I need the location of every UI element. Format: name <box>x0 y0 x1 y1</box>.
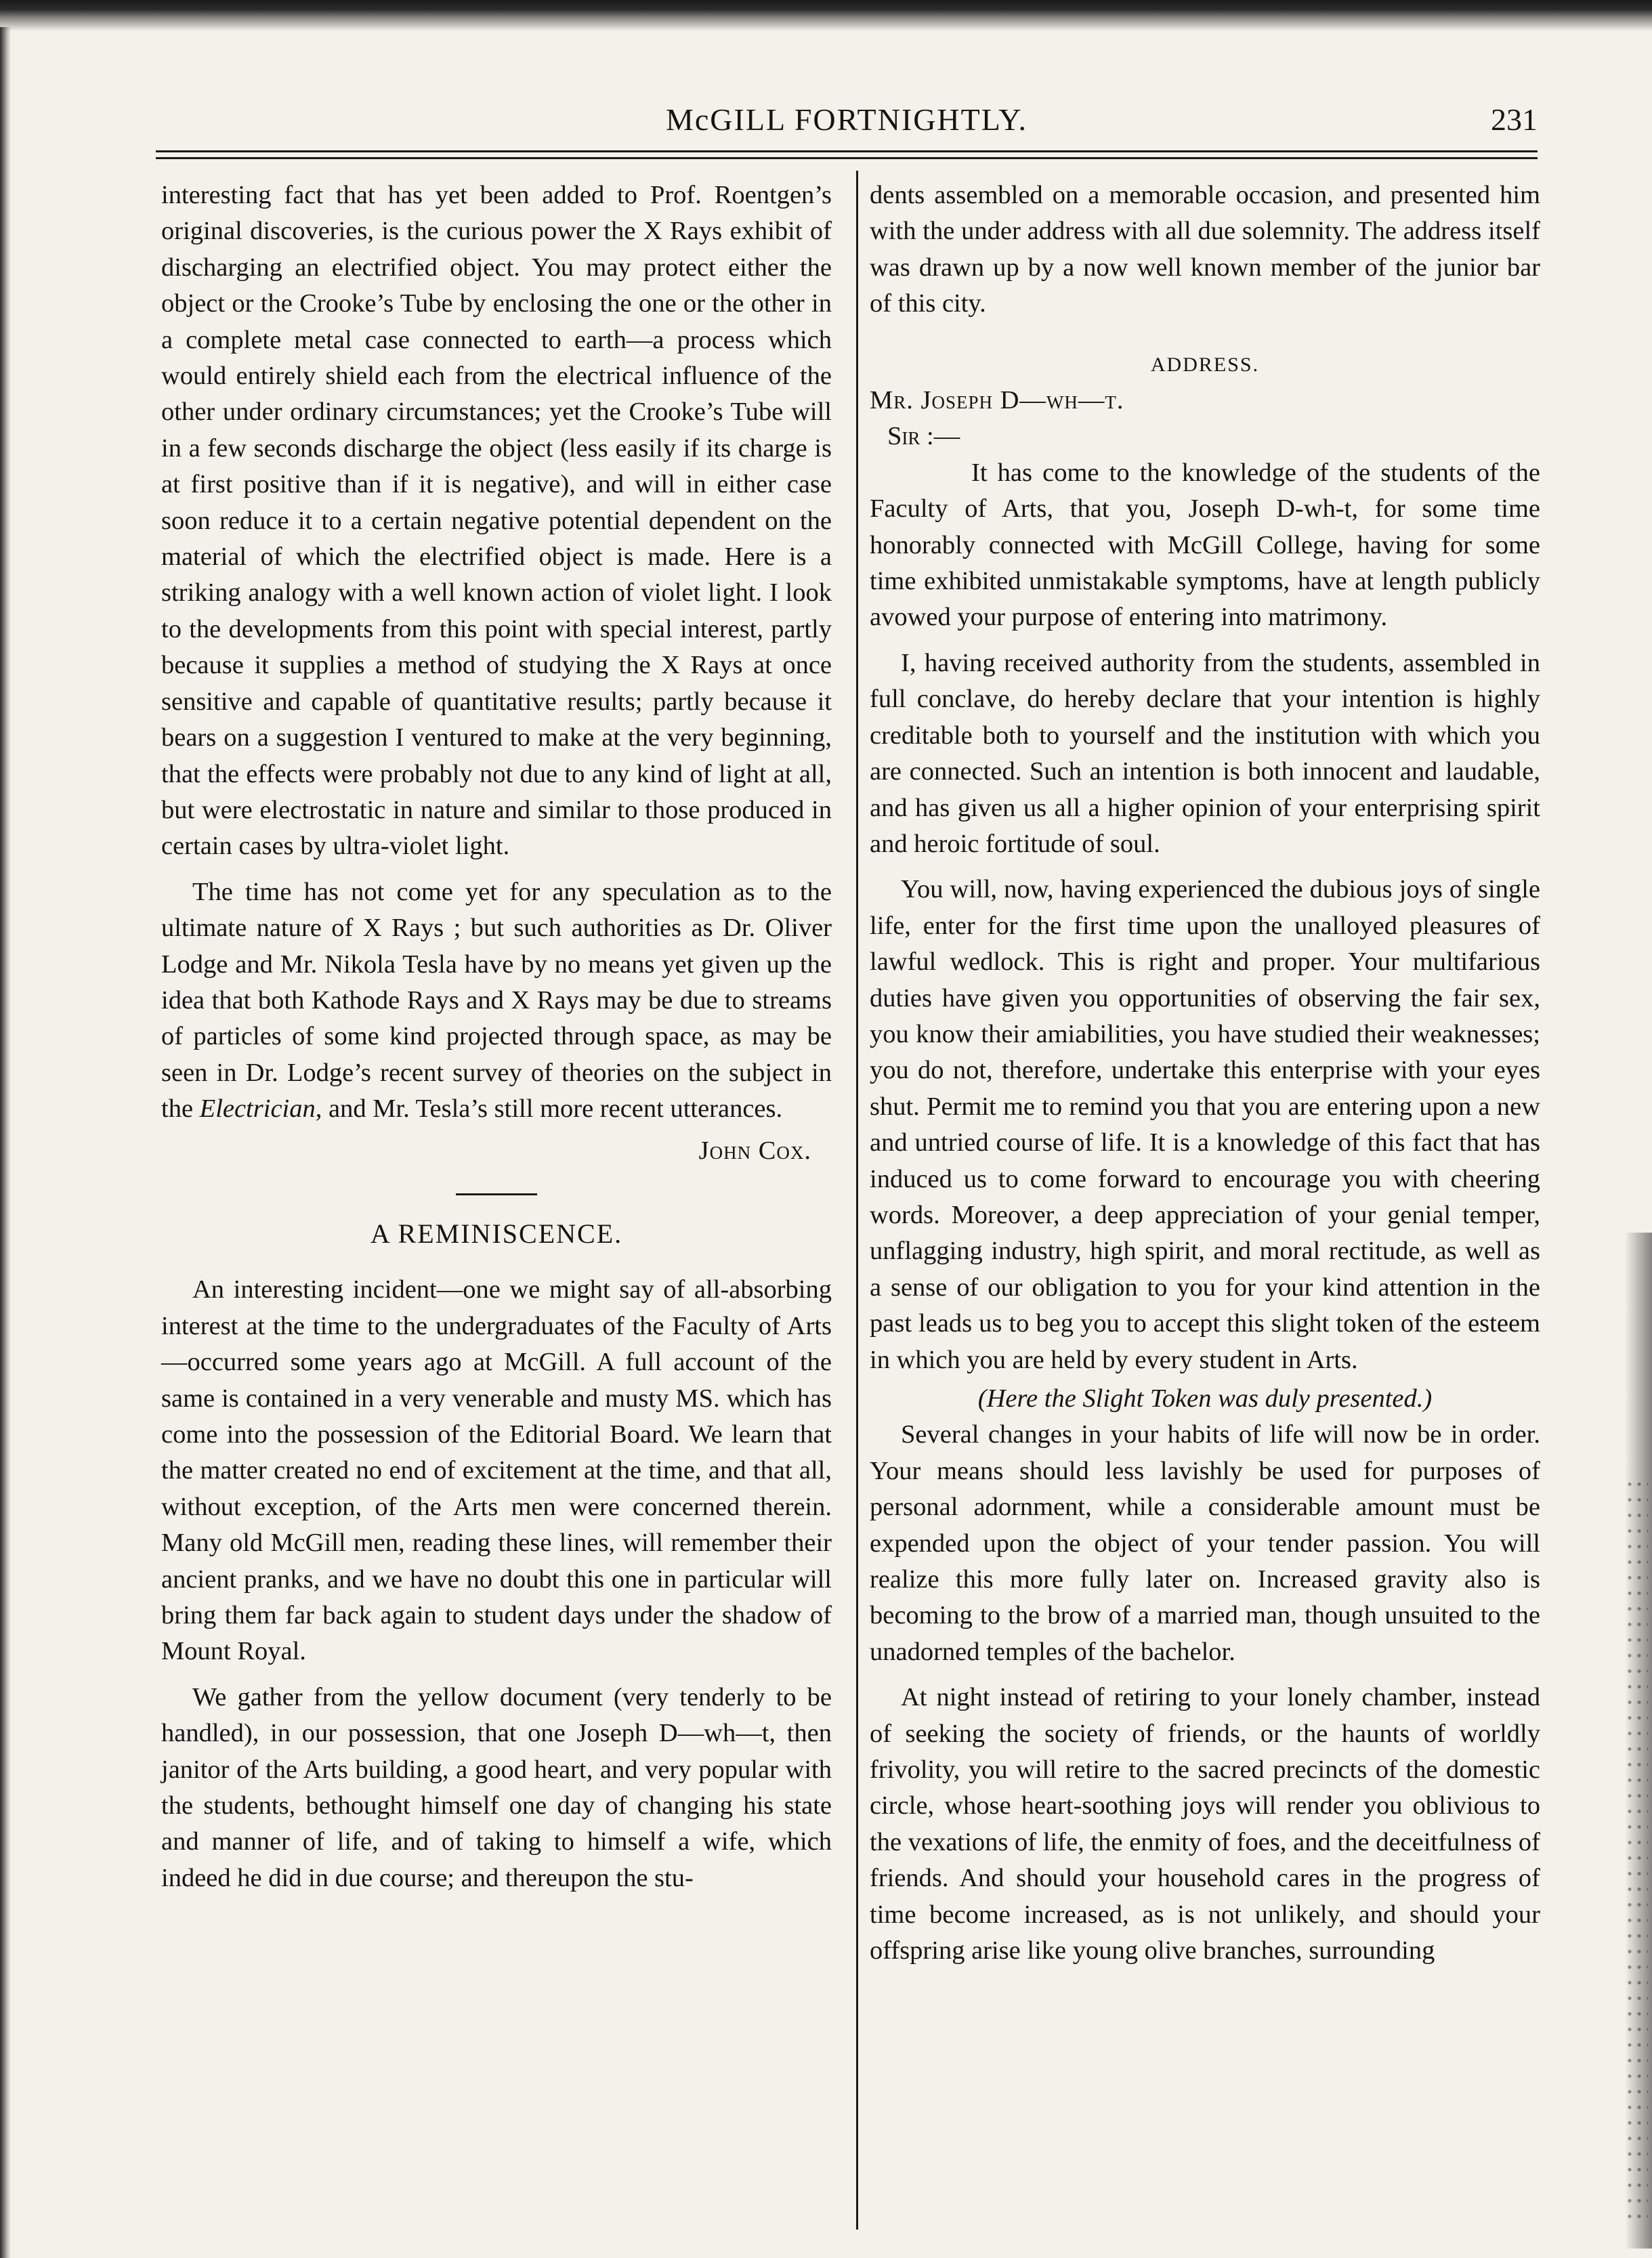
paragraph-speculation-text: The time has not come yet for any speculation as to the ultimate nature of X Rays ; but such authorities as Dr. Oliver Lodge and Mr. Nikola Tesla have by no means yet given up the idea that both Kathode Rays and X Rays may be due to streams of particles of some kind projected through space, as may be seen in Dr. Lodge’s recent survey of theories on the subject in the <box>161 877 832 1124</box>
section-heading: A REMINISCENCE. <box>370 1218 623 1249</box>
header-rule-top <box>156 150 1538 152</box>
running-title: McGILL FORTNIGHTLY. <box>665 102 1028 137</box>
address-paragraph-changes: Several changes in your habits of life will now be in order. Your means should less lavishly be used for purposes of personal adornment, while a considerable amount must be expended upon the object of your tender passion. You will realize this more fully later on. Increased gravity also is becoming to the brow of a married man, though unsuited to the unadorned temples of the bachelor. <box>870 1420 1540 1666</box>
left-column <box>161 177 832 1896</box>
paragraph-incident: An interesting incident—one we might say of all-absorbing interest at the time to the undergraduates of the Faculty of Arts—occurred some years ago at McGill. A full account of the same is contained in a very venerable and musty MS. which has come into the possession of the Editorial Board. We learn that the matter created no end of excitement at the time, and that all, without exception, of the Arts men were concerned therein. Many old McGill men, reading these lines, will remember their ancient pranks, and we have no doubt this one in particular will bring them far back again to student days under the shadow of Mount Royal. <box>161 1275 832 1666</box>
scan-top-edge <box>0 0 1652 33</box>
column-divider <box>856 171 858 2230</box>
address-paragraph-authority: I, having received authority from the students, assembled in full conclave, do hereby declare that your intention is highly creditable both to yourself and the institution with which you are connected. Such an intention is both innocent and laudable, and has given us all a higher opinion of your enterprising spirit and heroic fortitude of soul. <box>870 648 1540 858</box>
address-heading: ADDRESS. <box>1150 353 1260 376</box>
paragraph-xrays-discharge: interesting fact that has yet been added to Prof. Roentgen’s original discoveries, is the curious power the X Rays exhibit of discharging an electrified object. You may protect either the object or the Crooke’s Tube by enclosing the one or the other in a complete metal case connected to earth—a process which would entirely shield each from the electrical influence of the other under ordinary circumstances; yet the Crooke’s Tube will in a few seconds discharge the object (less easily if its charge is at first positive than if it is negative), and will in either case soon reduce it to a certain negative potential dependent on the material of which the electrified object is made. Here is a striking analogy with a well known action of violet light. I look to the developments from this point with special interest, partly because it supplies a method of studying the X Rays at once sensitive and capable of quantitative results; partly because it bears on a suggestion I ventured to make at the very beginning, that the effects were probably not due to any kind of light at all, but were electrostatic in nature and similar to those produced in certain cases by ultra-violet light. <box>161 181 832 861</box>
address-salutation: Sir :— <box>887 422 960 451</box>
stage-direction: (Here the Slight Token was duly presented.) <box>977 1384 1433 1413</box>
page-header <box>156 102 1538 149</box>
page-number: 231 <box>1491 102 1538 137</box>
paragraph-yellow-document: We gather from the yellow document (very tenderly to be handled), in our possession, that one Joseph D—wh—t, then janitor of the Arts building, a good heart, and very popular with the students, bethought himself one day of changing his state and manner of life, and of taking to himself a wife, which indeed he did in due course; and thereupon the stu- <box>161 1682 832 1892</box>
address-paragraph-knowledge: It has come to the knowledge of the students of the Faculty of Arts, that you, Joseph D-wh-t, for some time honorably connected with McGill College, having for some time exhibited unmistakable symptoms, have at length publicly avowed your purpose of entering into matrimony. <box>870 458 1540 632</box>
section-divider <box>456 1193 537 1195</box>
paragraph-speculation-end: and Mr. Tesla’s still more recent utterances. <box>322 1094 783 1124</box>
address-paragraph-wedlock: You will, now, having experienced the dubious joys of single life, enter for the first time upon the unalloyed pleasures of lawful wedlock. This is right and proper. Your multifarious duties have given you opportunities of observing the fair sex, you know their amiabilities, you have studied their weaknesses; you do not, therefore, undertake this enterprise with your eyes shut. Permit me to remind you that you are entering upon a new and untried course of life. It is a knowledge of this fact that has induced us to come forward to encourage you with cheering words. Moreover, a deep appreciation of your genial temper, unflagging industry, high spirit, and moral rectitude, as well as a sense of our obligation to you for your kind attention in the past leads us to beg you to accept this slight token of the esteem in which you are held by every student in Arts. <box>870 875 1540 1374</box>
paragraph-presentation: dents assembled on a memorable occasion, and presented him with the under address with all due solemnity. The address itself was drawn up by a now well known member of the junior bar of this city. <box>870 181 1540 318</box>
scan-left-edge <box>0 27 11 2258</box>
address-recipient: Mr. Joseph D—wh—t. <box>870 386 1124 415</box>
electrician-title: Electrician, <box>199 1094 322 1124</box>
right-column <box>870 177 1540 1969</box>
author-signature: John Cox. <box>698 1136 811 1165</box>
address-paragraph-domestic: At night instead of retiring to your lonely chamber, instead of seeking the society of friends, or the haunts of worldly frivolity, you will retire to the sacred precincts of the domestic circle, whose heart-soothing joys will render you oblivious to the vexations of life, the enmity of foes, and the deceitfulness of friends. And should your household cares in the progress of time become increased, as is not unlikely, and should your offspring arise like young olive branches, surrounding <box>870 1683 1540 1965</box>
scan-specks <box>1625 1476 1648 2221</box>
header-rule-bottom <box>156 157 1538 159</box>
paragraph-speculation <box>161 874 832 1128</box>
